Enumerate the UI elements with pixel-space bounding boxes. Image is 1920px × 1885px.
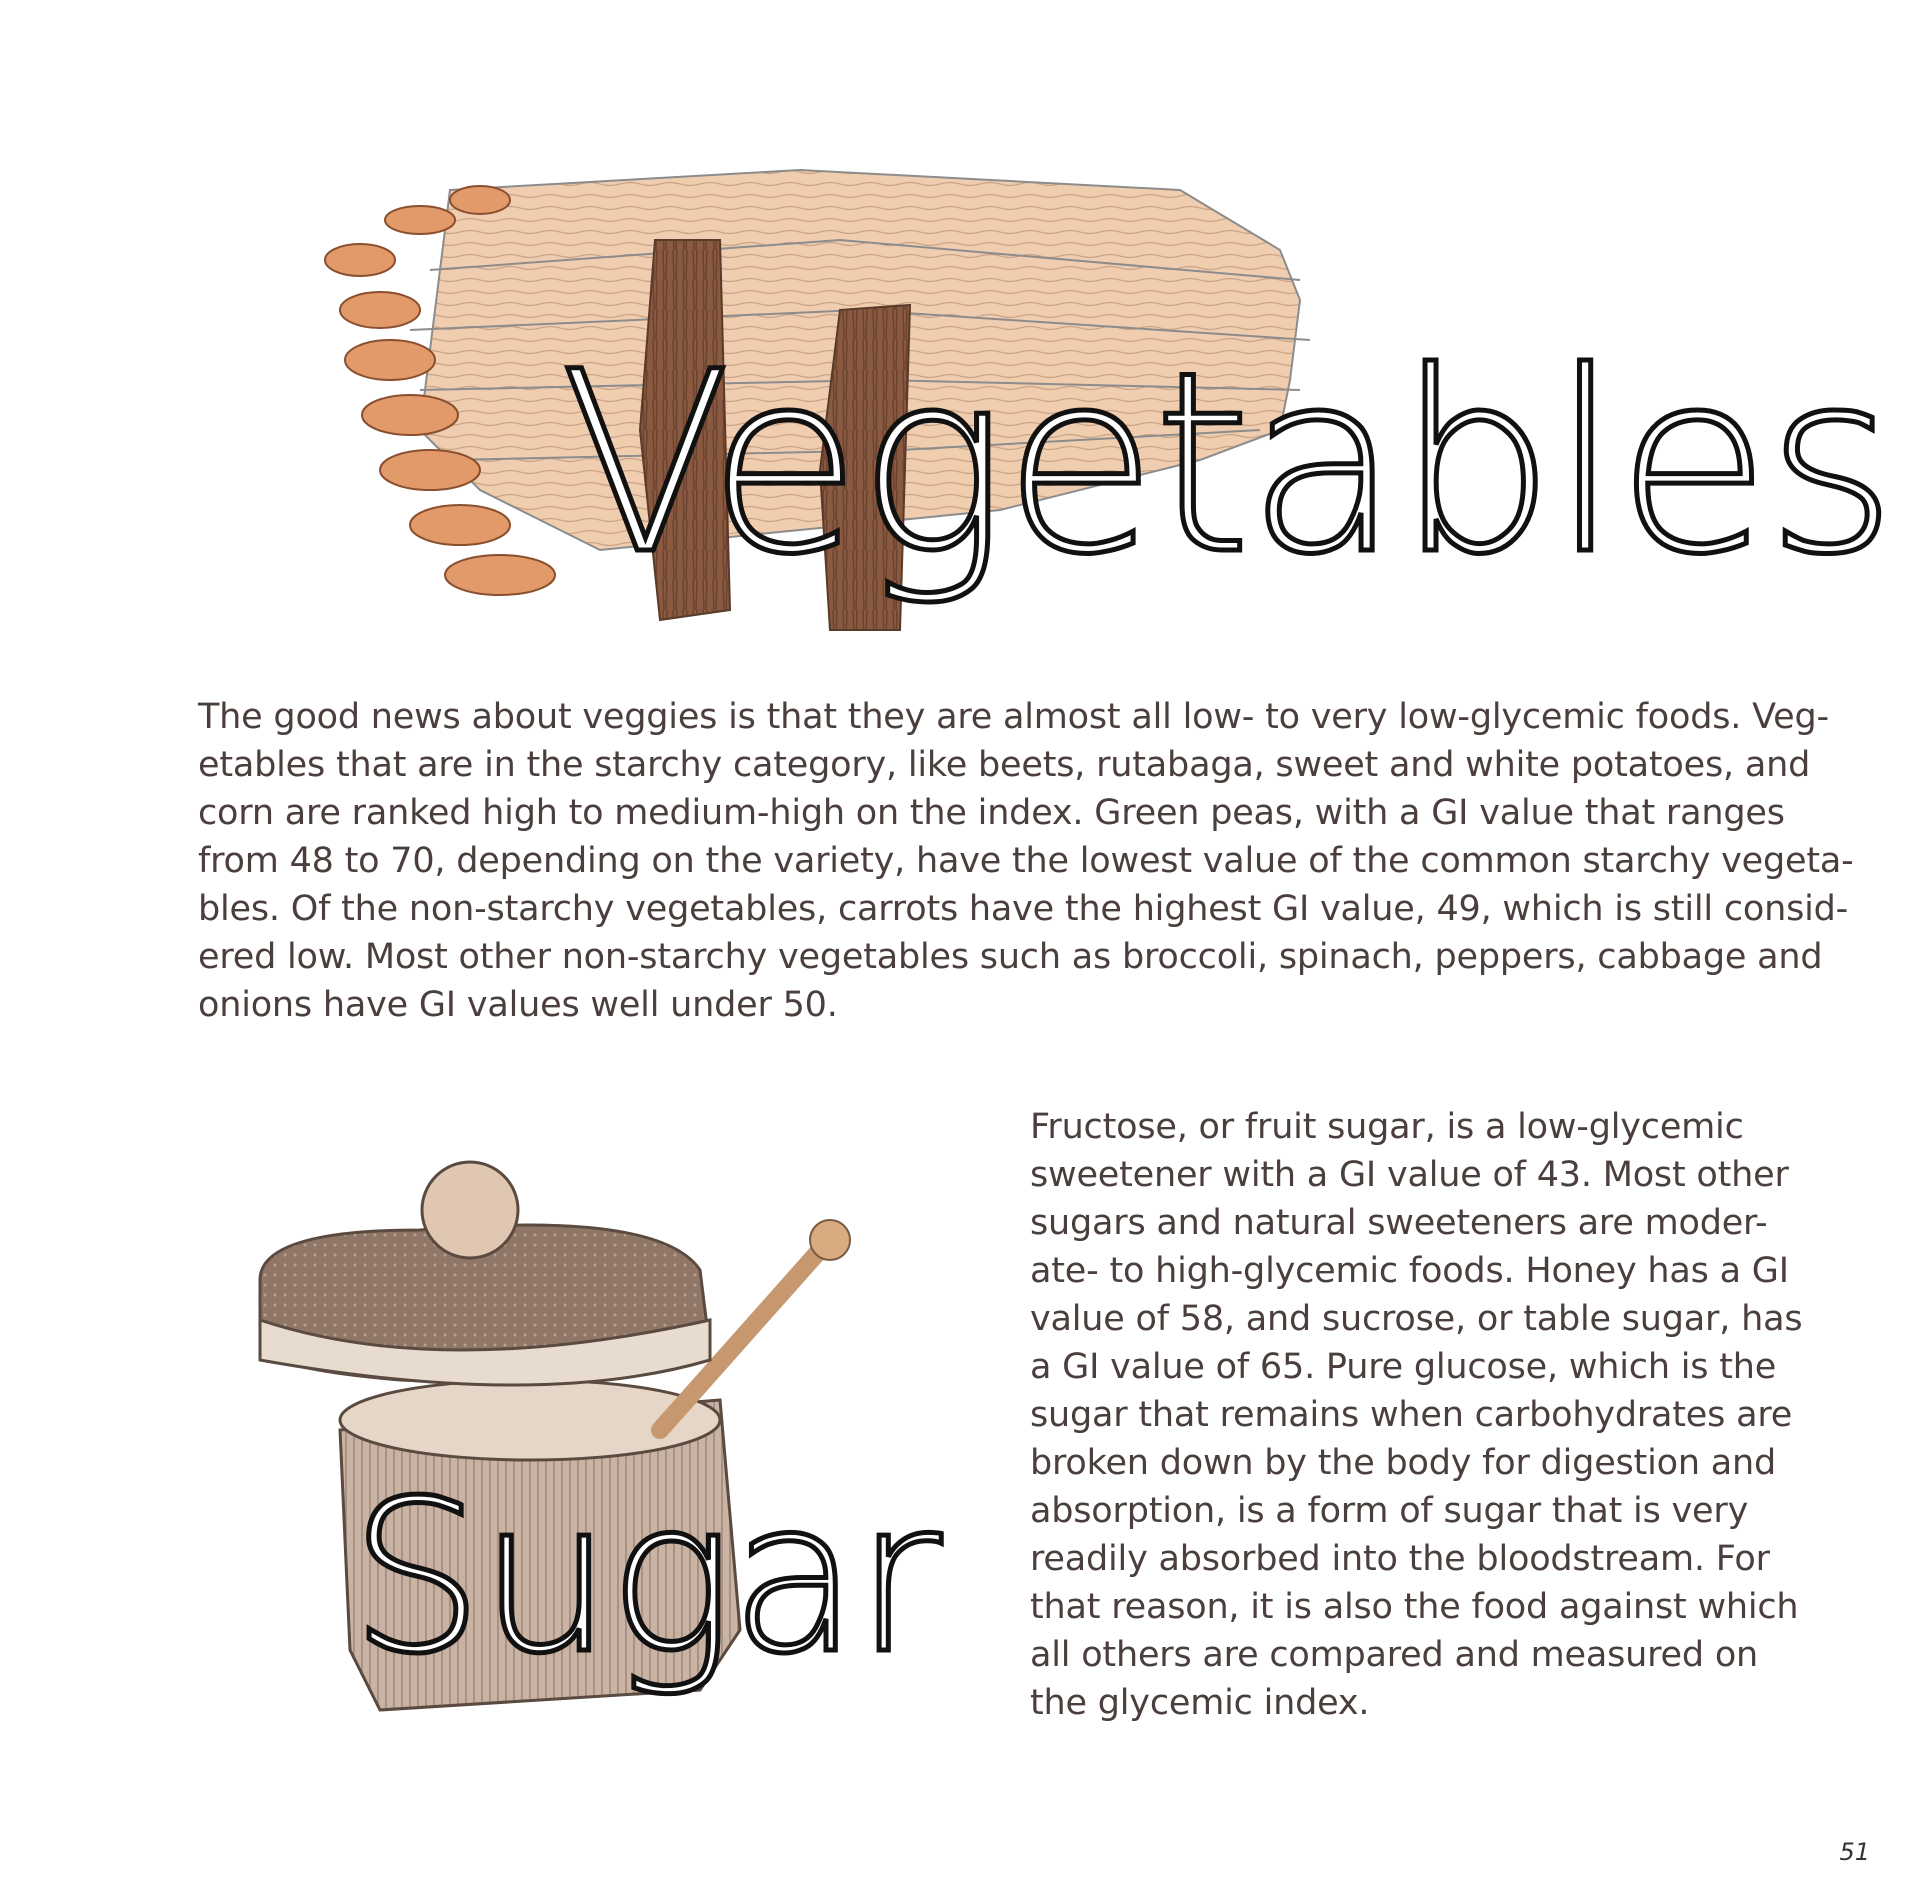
- paragraph-line: the glycemic index.: [1030, 1683, 1370, 1723]
- vegetables-paragraph: [198, 693, 1854, 1029]
- paragraph-line: absorption, is a form of sugar that is very: [1030, 1491, 1749, 1531]
- paragraph-line: The good news about veggies is that they are almost all low- to very low-glycemic foods. Veg-: [198, 697, 1829, 737]
- paragraph-line: bles. Of the non-starchy vegetables, carrots have the highest GI value, 49, which is still consid-: [198, 889, 1849, 929]
- paragraph-line: a GI value of 65. Pure glucose, which is the: [1030, 1347, 1777, 1387]
- paragraph-line: sweetener with a GI value of 43. Most other: [1030, 1155, 1789, 1195]
- sugar-title: Sugar: [350, 1455, 938, 1700]
- paragraph-line: Fructose, or fruit sugar, is a low-glycemic: [1030, 1107, 1744, 1147]
- sugar-bowl-illustration: [240, 1170, 940, 1770]
- page-number: 51: [1839, 1838, 1870, 1866]
- paragraph-line: ered low. Most other non-starchy vegetables such as broccoli, spinach, peppers, cabbage and: [198, 937, 1823, 977]
- vegetables-title: Vegetables: [560, 318, 1893, 609]
- paragraph-line: all others are compared and measured on: [1030, 1635, 1759, 1675]
- lid-knob: [422, 1162, 518, 1258]
- paragraph-line: ate- to high-glycemic foods. Honey has a GI: [1030, 1251, 1789, 1291]
- sugar-paragraph: [1030, 1103, 1820, 1727]
- asparagus-bundle-illustration: [300, 130, 1893, 650]
- paragraph-line: value of 58, and sucrose, or table sugar, has: [1030, 1299, 1803, 1339]
- paragraph-line: onions have GI values well under 50.: [198, 985, 838, 1025]
- paragraph-line: broken down by the body for digestion and: [1030, 1443, 1776, 1483]
- paragraph-line: readily absorbed into the bloodstream. For: [1030, 1539, 1770, 1579]
- paragraph-line: sugar that remains when carbohydrates are: [1030, 1395, 1793, 1435]
- paragraph-line: etables that are in the starchy category, like beets, rutabaga, sweet and white potatoes, and: [198, 745, 1811, 785]
- paragraph-line: from 48 to 70, depending on the variety, have the lowest value of the common starchy vegeta-: [198, 841, 1854, 881]
- paragraph-line: corn are ranked high to medium-high on the index. Green peas, with a GI value that ranges: [198, 793, 1785, 833]
- paragraph-line: that reason, it is also the food against which: [1030, 1587, 1799, 1627]
- paragraph-line: sugars and natural sweeteners are moder-: [1030, 1203, 1768, 1243]
